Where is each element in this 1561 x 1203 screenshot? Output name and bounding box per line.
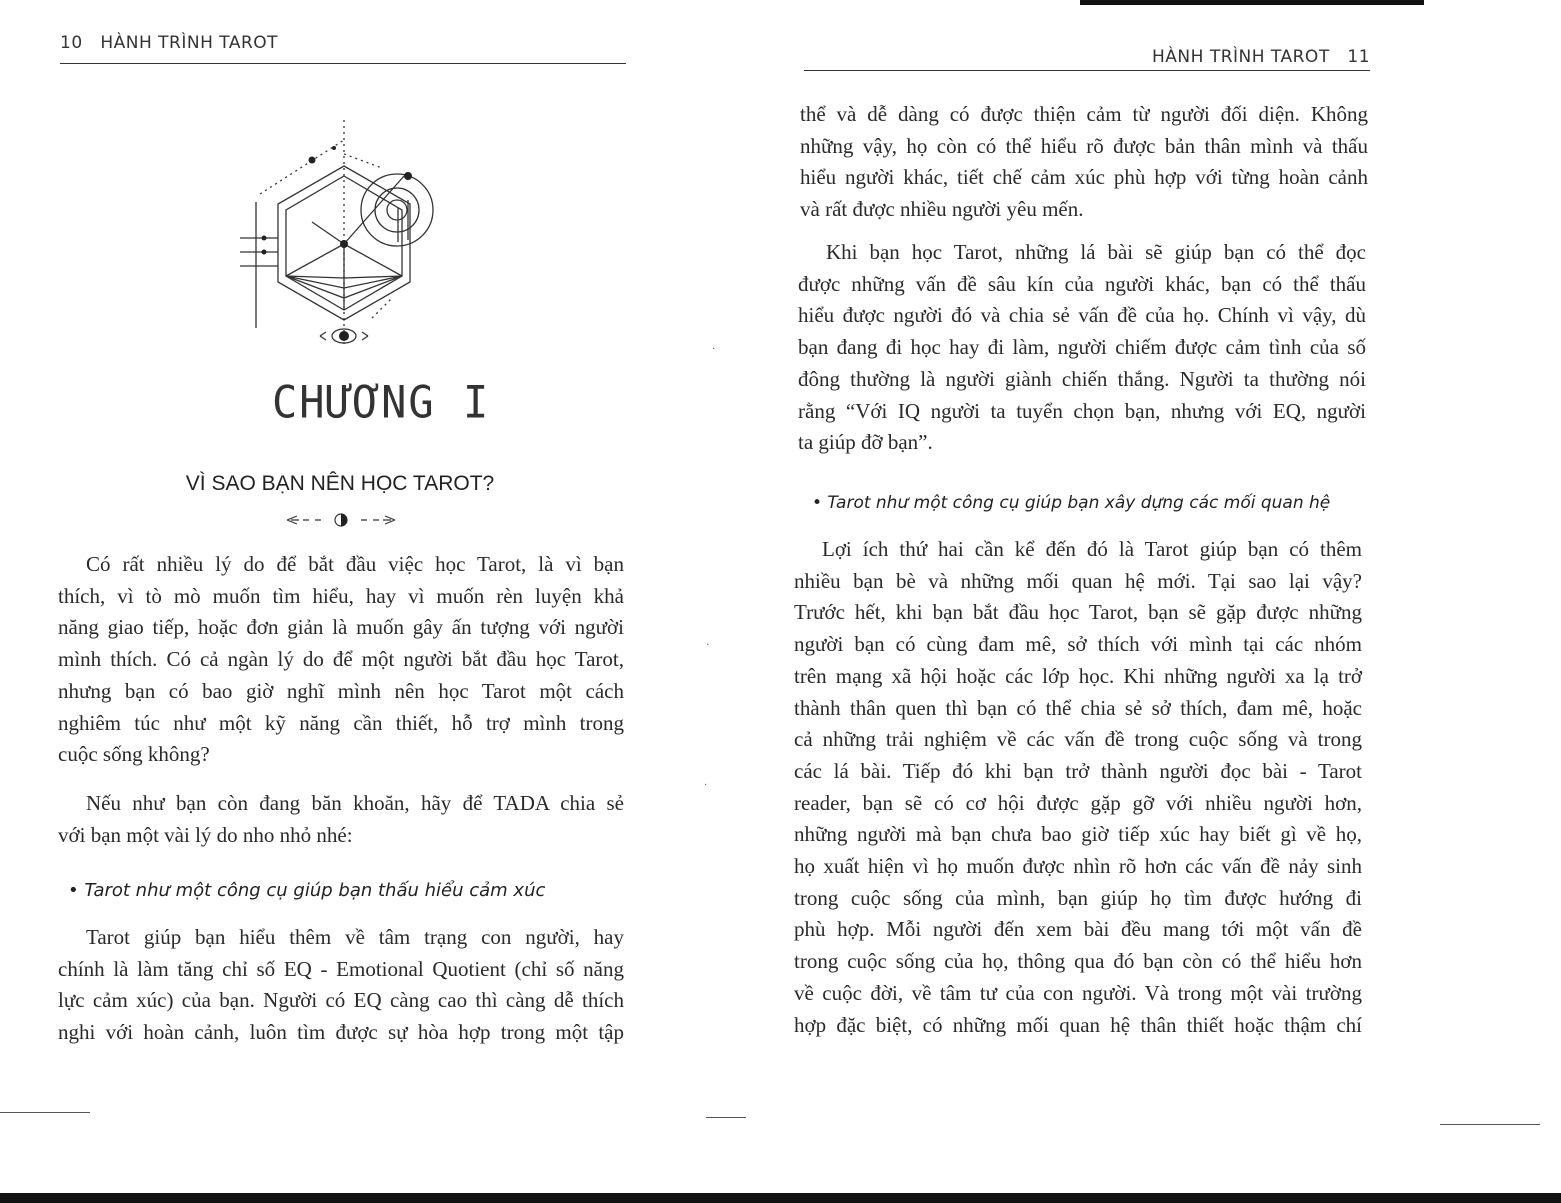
- text-line: lực cảm xúc) của bạn. Người có EQ càng cao thì càng dễ thích: [58, 988, 624, 1013]
- paragraph-1: [58, 549, 624, 771]
- gutter-mark: ·: [712, 344, 716, 355]
- text-line: ta giúp đỡ bạn”.: [798, 430, 933, 455]
- text-line: người bạn có cùng đam mê, sở thích với mình tại các nhóm: [794, 632, 1362, 657]
- subheading-relationships: • Tarot như một công cụ giúp bạn xây dựng các mối quan hệ: [812, 493, 1331, 513]
- scan-line: [0, 1112, 90, 1113]
- paragraph-3: [794, 534, 1362, 1041]
- eye-divider-ornament-icon: [285, 512, 397, 528]
- subheading-emotions: • Tarot như một công cụ giúp bạn thấu hiểu cảm xúc: [68, 880, 546, 901]
- text-line: những người mà bạn chưa bao giờ tiếp xúc hay biết gì về họ,: [794, 822, 1362, 847]
- text-line: Nếu như bạn còn đang băn khoăn, hãy để TADA chia sẻ: [86, 791, 624, 815]
- running-head-right: [1152, 47, 1370, 67]
- text-line: trong cuộc sống của mình, bạn giúp họ tìm được hướng đi: [794, 885, 1362, 910]
- text-line: thể và dễ dàng có được thiện cảm từ người đối diện. Không: [800, 102, 1368, 126]
- text-line: bạn đang đi học hay đi làm, người chiếm được cảm tình của số: [798, 335, 1366, 360]
- paragraph-3: [58, 922, 624, 1049]
- text-line: được những vấn đề sâu kín của người khác, bạn có thể thấu: [798, 271, 1366, 296]
- header-rule: [60, 63, 626, 64]
- chapter-label: CHƯƠNG I: [272, 376, 491, 429]
- paragraph-2: [58, 788, 624, 851]
- text-line: Khi bạn học Tarot, những lá bài sẽ giúp bạn có thể đọc: [826, 240, 1366, 264]
- text-line: cuộc sống không?: [58, 742, 210, 767]
- page-number: 11: [1347, 47, 1371, 67]
- text-line: trên mạng xã hội hoặc các lớp học. Khi những người xa lạ trở: [794, 663, 1362, 688]
- text-line: thích, vì tò mò muốn tìm hiểu, hay vì muốn rèn luyện khả: [58, 583, 624, 608]
- text-line: chính là làm tăng chỉ số EQ - Emotional Quotient (chỉ số năng: [58, 956, 624, 981]
- text-line: rằng “Với IQ người ta tuyển chọn bạn, nhưng với EQ, người: [798, 398, 1366, 423]
- gutter-mark: ·: [706, 640, 710, 651]
- paragraph-1: [800, 99, 1368, 226]
- text-line: hiểu người khác, tiết chế cảm xúc phù hợp với từng hoàn cảnh: [800, 165, 1368, 190]
- running-title: HÀNH TRÌNH TAROT: [100, 33, 279, 53]
- text-line: thành thân quen thì bạn có thể chia sẻ sở thích, đam mê, hoặc: [794, 695, 1362, 720]
- text-line: nhiều bạn bè và những mối quan hệ mới. Tại sao lại vậy?: [794, 568, 1362, 593]
- running-head-left: [60, 33, 278, 53]
- text-line: Tarot giúp bạn hiểu thêm về tâm trạng con người, hay: [86, 925, 624, 949]
- chapter-title: VÌ SAO BẠN NÊN HỌC TAROT?: [185, 472, 495, 495]
- text-line: hợp đặc biệt, có những mối quan hệ thân thiết hoặc thậm chí: [794, 1012, 1362, 1037]
- text-line: trong cuộc sống của họ, thông qua đó bạn còn có thể hiểu hơn: [794, 949, 1362, 974]
- text-line: Có rất nhiều lý do để bắt đầu việc học Tarot, là vì bạn: [86, 552, 624, 576]
- text-line: mình thích. Có cả ngàn lý do để một người bắt đầu học Tarot,: [58, 647, 624, 672]
- text-line: họ xuất hiện vì họ muốn được nhìn rõ hơn các vấn đề nảy sinh: [794, 854, 1362, 879]
- scan-line: [1440, 1124, 1540, 1125]
- text-line: phù hợp. Mỗi người đến xem bài đều mang tới một vấn đề: [794, 917, 1362, 942]
- left-page: [0, 0, 700, 1203]
- text-line: cả những trải nghiệm về các vấn đề trong cuộc sống và trong: [794, 727, 1362, 752]
- right-page: [760, 0, 1561, 1203]
- page-number: 10: [60, 33, 83, 53]
- scan-bottom-edge: [0, 1193, 1561, 1203]
- gutter-mark: ·: [704, 780, 708, 791]
- header-rule: [804, 70, 1370, 71]
- text-line: nhưng bạn có bao giờ nghĩ mình nên học Tarot một cách: [58, 678, 624, 703]
- text-line: với bạn một vài lý do nho nhỏ nhé:: [58, 822, 353, 847]
- running-title: HÀNH TRÌNH TAROT: [1152, 47, 1330, 67]
- gutter-line: [706, 1117, 746, 1118]
- text-line: và rất được nhiều người yêu mến.: [800, 197, 1084, 222]
- text-line: những vậy, họ còn có thể hiểu rõ được bản thân mình và thấu: [800, 133, 1368, 158]
- text-line: về cuộc đời, về tâm tư của con người. Và trong một vài trường: [794, 980, 1362, 1005]
- text-line: nghiêm túc như một kỹ năng cần thiết, hỗ trợ mình trong: [58, 710, 624, 735]
- text-line: nghi với hoàn cảnh, luôn tìm được sự hòa hợp trong một tập: [58, 1020, 624, 1045]
- text-line: năng giao tiếp, hoặc đơn giản là muốn gây ấn tượng với người: [58, 615, 624, 640]
- text-line: hiểu được người đó và chia sẻ vấn đề của họ. Chính vì vậy, dù: [798, 303, 1366, 328]
- text-line: Lợi ích thứ hai cần kể đến đó là Tarot giúp bạn có thêm: [822, 537, 1362, 561]
- hexagon-sacred-geometry-icon: [232, 118, 442, 358]
- text-line: reader, bạn sẽ có cơ hội được gặp gỡ với nhiều người hơn,: [794, 790, 1362, 815]
- paragraph-2: [798, 237, 1366, 459]
- text-line: Trước hết, khi bạn bắt đầu học Tarot, bạn sẽ gặp được những: [794, 600, 1362, 625]
- text-line: các lá bài. Tiếp đó khi bạn trở thành người đọc bài - Tarot: [794, 758, 1362, 783]
- text-line: đông thường là người giành chiến thắng. Người ta thường nói: [798, 366, 1366, 391]
